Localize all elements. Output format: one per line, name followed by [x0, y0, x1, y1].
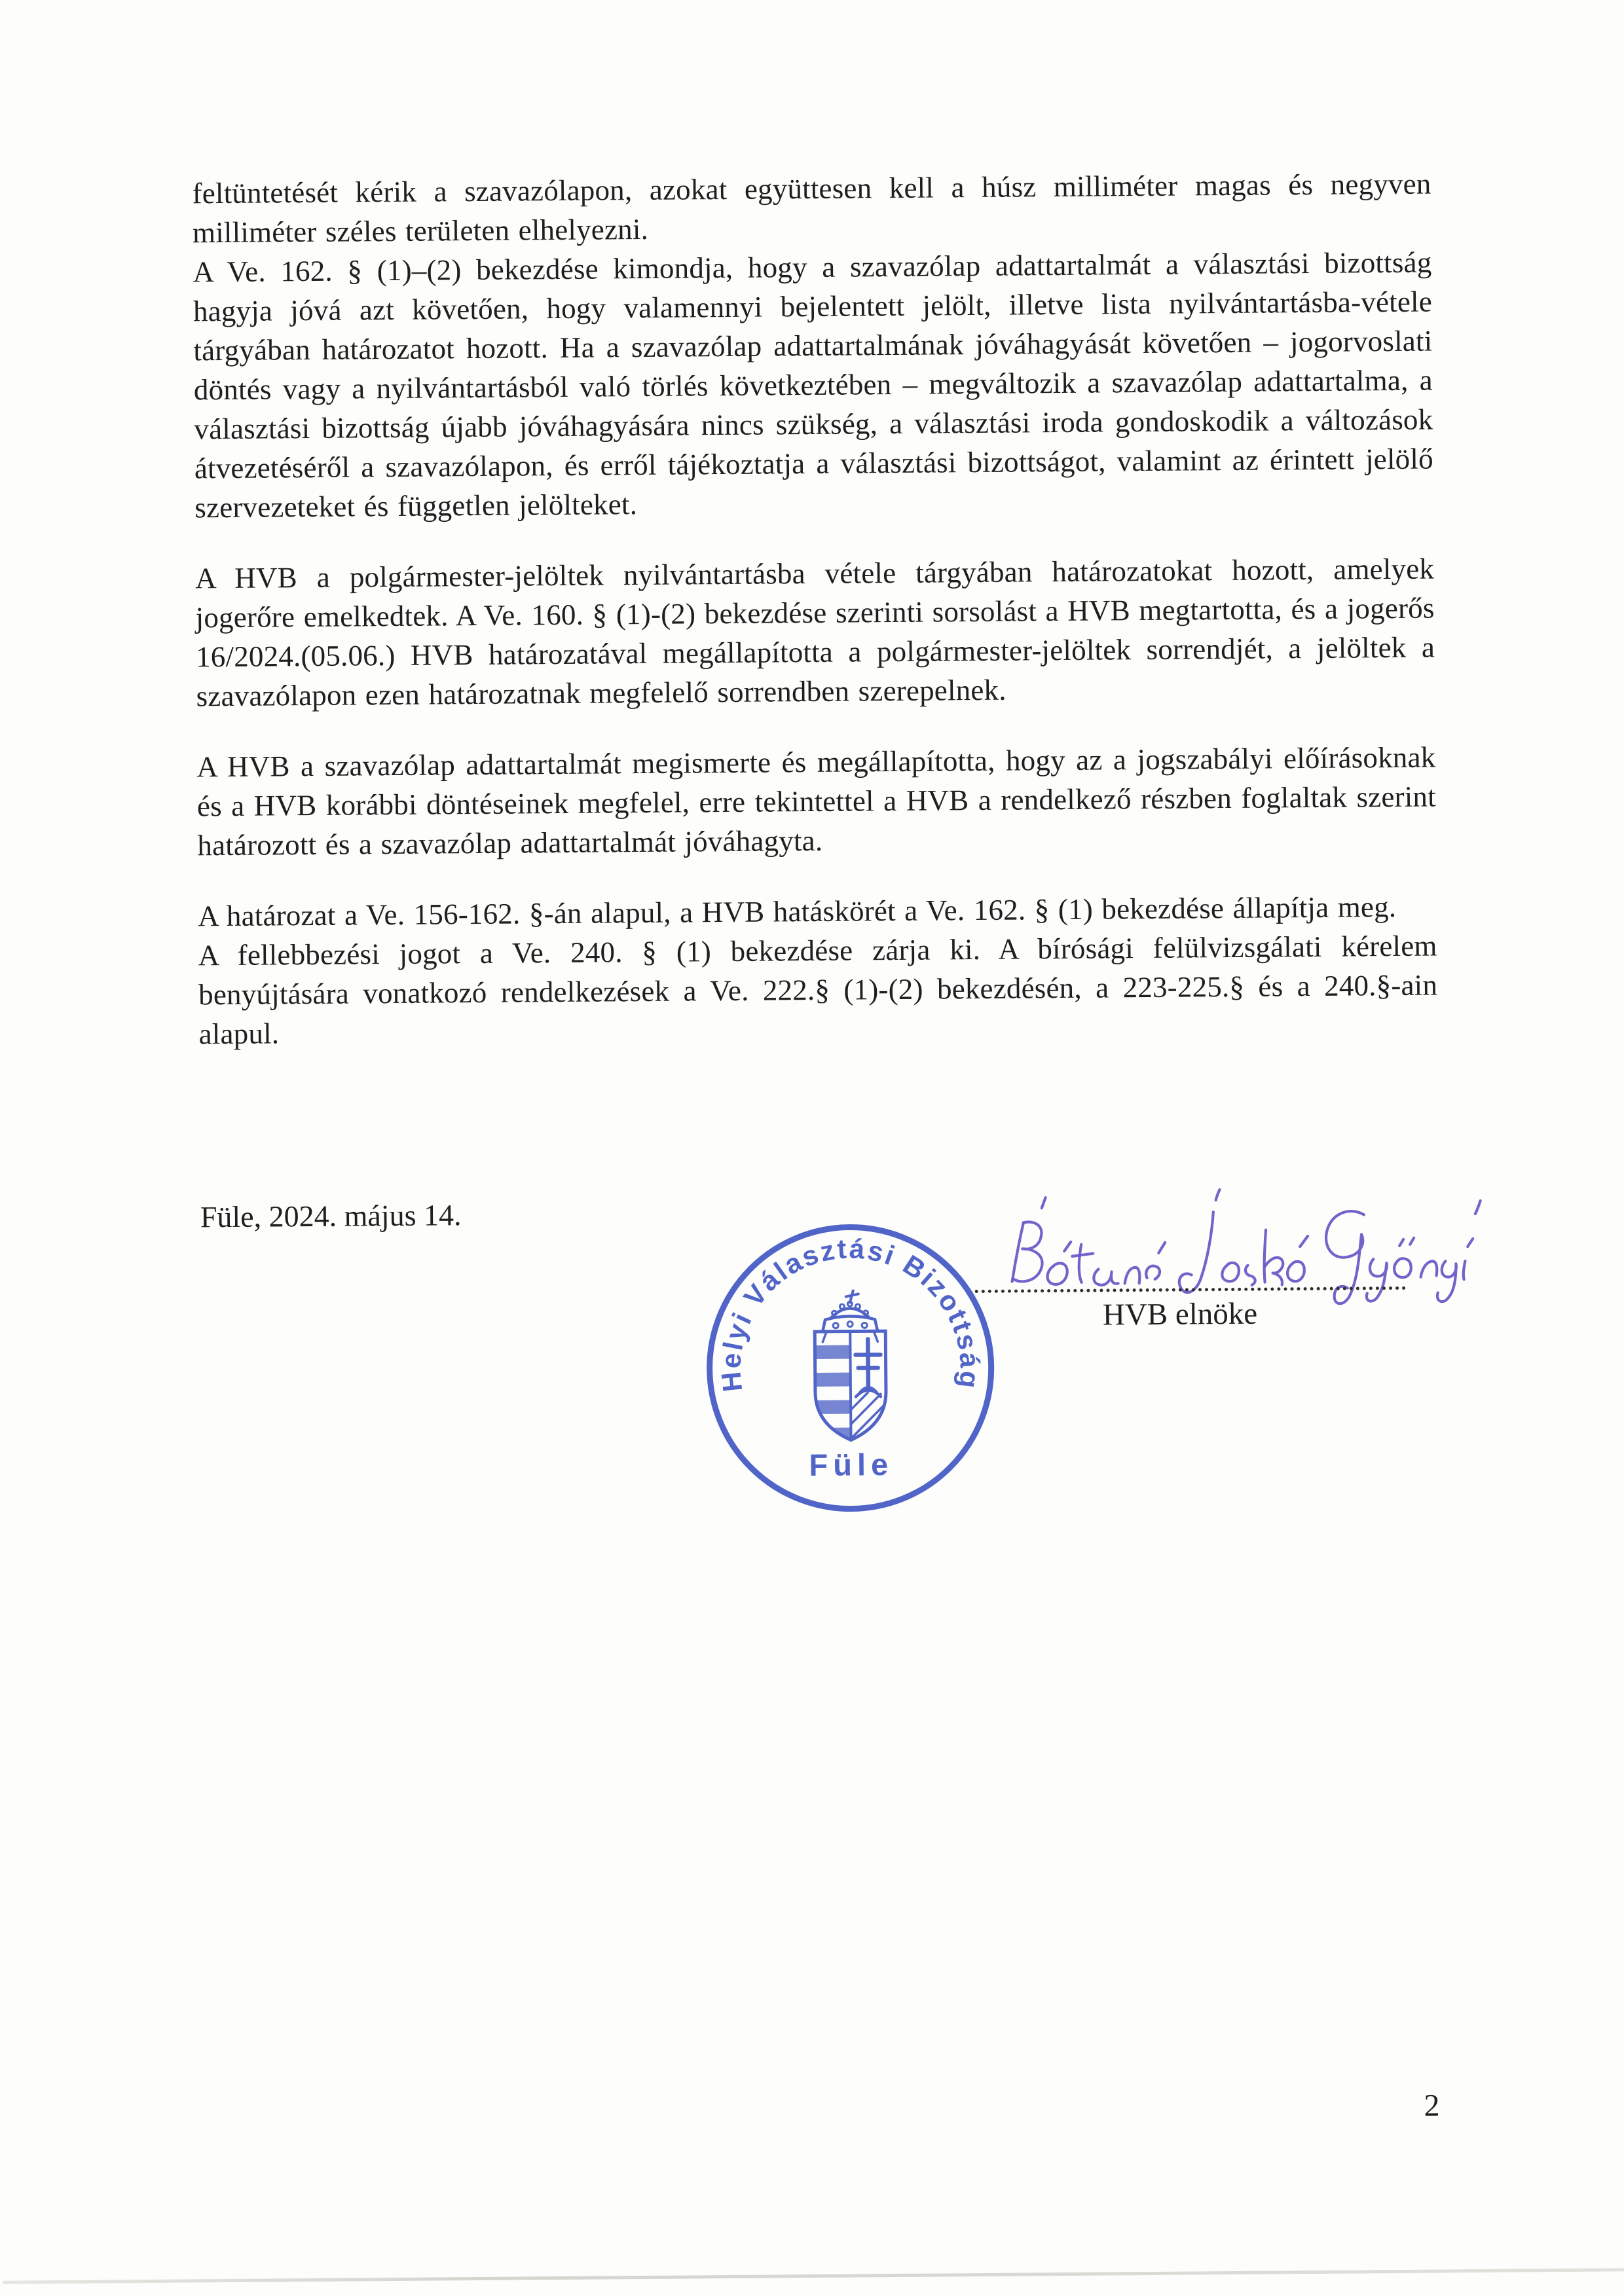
body-paragraph: feltüntetését kérik a szavazólapon, azokat együttesen kell a húsz milliméter magas és negyven milliméter széles területen elhelyezni. — [192, 167, 1431, 249]
body-text — [192, 164, 1437, 1054]
official-round-stamp — [700, 1212, 1004, 1533]
date-line: Füle, 2024. május 14. — [200, 1198, 462, 1234]
body-paragraph: A HVB a szavazólap adattartalmát megismerte és megállapította, hogy az a jogszabályi előírásoknak és a HVB korábbi döntéseinek megfelel, erre tekintettel a HVB a rendelkező részben foglaltak szerint határozott és a szavazólap adattartalmát jóváhagyta. — [196, 740, 1437, 862]
body-paragraph: A fellebbezési jogot a Ve. 240. § (1) bekezdése zárja ki. A bírósági felülvizsgálati kérelem benyújtására vonatkozó rendelkezések a Ve. 222.§ (1)-(2) bekezdésén, a 223-225.§ és a 240.§-ain alapul. — [198, 929, 1438, 1051]
signature-word-1 — [1012, 1197, 1166, 1286]
stamp-town-text: Füle — [809, 1447, 894, 1483]
stamp-coat-of-arms-icon — [815, 1290, 887, 1442]
scan-edge-artifact — [3, 2268, 1624, 2284]
stamp-arc-text: Helyi Választási Bizottság — [715, 1233, 986, 1394]
signature-title: HVB elnöke — [1102, 1296, 1258, 1332]
signature-dotted-line — [975, 1272, 1406, 1293]
page-number: 2 — [1424, 2088, 1440, 2123]
body-paragraph: A HVB a polgármester-jelöltek nyilvántartásba vétele tárgyában határozatokat hozott, amelyek jogerőre emelkedtek. A Ve. 160. § (1)-(2) bekezdése szerinti sorsolást a HVB megtartotta, és a jogerős 16/2024.(05.06.) HVB határozatával megállapította a polgármester-jelöltek sorrendjét, a jelöltek a szavazólapon ezen határozatnak megfelelő sorrendben szerepelnek. — [194, 552, 1435, 713]
body-paragraph: A határozat a Ve. 156-162. §-án alapul, a HVB hatáskörét a Ve. 162. § (1) bekezdése állapítja meg. — [198, 890, 1397, 933]
body-paragraph: A Ve. 162. § (1)–(2) bekezdése kimondja, hogy a szavazólap adattartalmát a választási bizottság hagyja jóvá azt követően, hogy valamennyi bejelentett jelölt, illetve lista nyilvántartásba-vétele tárgyában határozatot hozott. Ha a szavazólap adattartalmának jóváhagyását követően – jogorvoslati döntés vagy a nyilvántartásból való törlés következtében – megváltozik a szavazólap adattartalma, a választási bizottság újabb jóváhagyására nincs szükség, a választási iroda gondoskodik a változások átvezetéséről a szavazólapon, és erről tájékoztatja a választási bizottságot, valamint az érintett jelölő szervezeteket és független jelölteket. — [193, 246, 1433, 524]
